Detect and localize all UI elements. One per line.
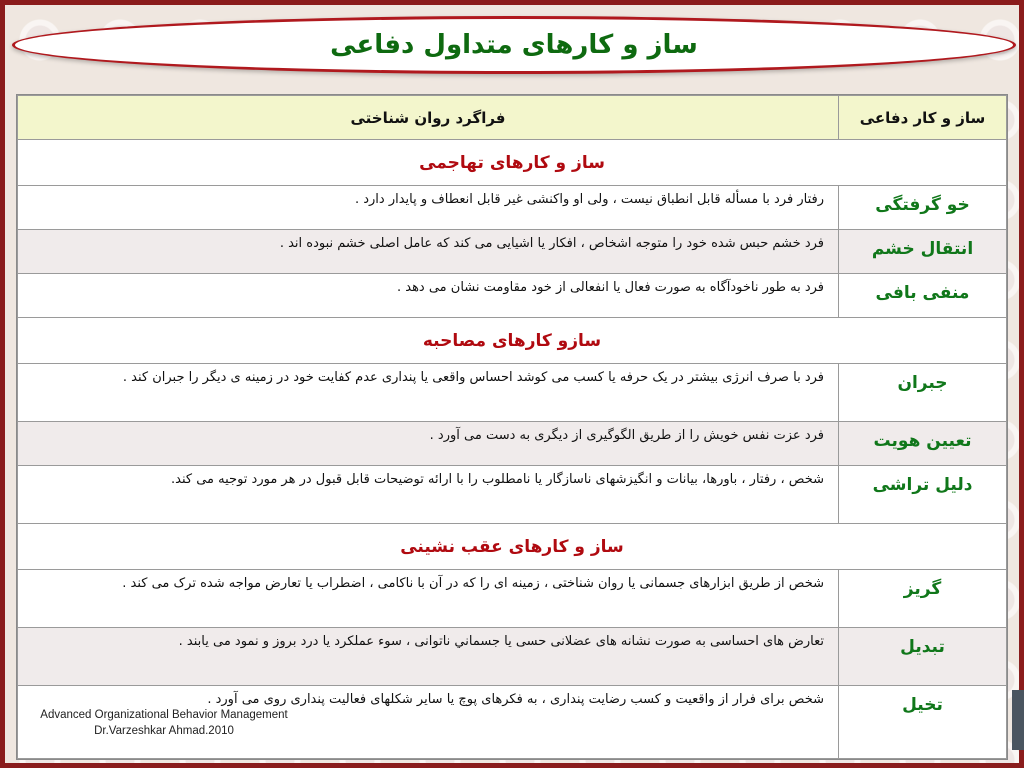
mechanism-name: دلیل تراشی (839, 466, 1007, 524)
mechanism-name: جبران (839, 364, 1007, 422)
section-row (18, 318, 1007, 364)
footer-author: Dr.Varzeshkar Ahmad.2010 (94, 724, 234, 737)
header-process: فراگرد روان شناختی (18, 96, 839, 140)
mechanism-name: تعیین هویت (839, 422, 1007, 466)
page-title: ساز و کارهای متداول دفاعی (330, 30, 698, 60)
title-banner (12, 16, 1016, 74)
section-row (18, 524, 1007, 570)
table-row (18, 364, 1007, 422)
mechanism-desc: تعارض های احساسی به صورت نشانه های عضلانی حسی یا جسماني ناتوانی ، سوء عملکرد یا درد بروز و نمود می یابند . (18, 628, 839, 686)
table-row (18, 466, 1007, 524)
table-row (18, 230, 1007, 274)
table-row (18, 186, 1007, 230)
mechanism-desc: فرد عزت نفس خویش را از طریق الگوگیری از دیگری به دست می آورد . (18, 422, 839, 466)
mechanism-desc: شخص از طریق ابزارهای جسمانی یا روان شناختی ، زمینه ای را که در آن با ناکامی ، اضطراب یا تعارض مواجه شده ترک می کند . (18, 570, 839, 628)
mechanism-desc: شخص برای فرار از واقعیت و کسب رضایت پنداری ، به فکرهای پوچ یا سایر شکلهای فعالیت پنداری روی می آورد . (18, 686, 839, 759)
mechanism-name: خو گرفتگی (839, 186, 1007, 230)
mechanisms-table (16, 94, 1008, 760)
section-label: ساز و کارهای تهاجمی (18, 140, 1007, 186)
mechanism-desc: فرد به طور ناخودآگاه به صورت فعال یا انفعالی از خود مقاومت نشان می دهد . (18, 274, 839, 318)
section-label: سازو کارهای مصاحبه (18, 318, 1007, 364)
section-row (18, 140, 1007, 186)
footer-credit (14, 708, 314, 739)
mechanism-name: تخیل (839, 686, 1007, 759)
footer-course: Advanced Organizational Behavior Management (40, 709, 288, 721)
mechanism-name: گریز (839, 570, 1007, 628)
mechanism-name: انتقال خشم (839, 230, 1007, 274)
mechanism-name: تبدیل (839, 628, 1007, 686)
mechanism-desc: فرد خشم حبس شده خود را متوجه اشخاص ، افکار یا اشیایی می کند که عامل اصلی خشم نبوده اند . (18, 230, 839, 274)
table-row (18, 422, 1007, 466)
mechanism-desc: فرد با صرف انرژی بیشتر در یک حرفه یا کسب می کوشد احساس واقعی یا پنداری عدم کفایت خود در زمینه ی دیگر را جبران کند . (18, 364, 839, 422)
table-header-row (18, 96, 1007, 140)
table-row (18, 570, 1007, 628)
table-row (18, 274, 1007, 318)
mechanism-name: منفی بافی (839, 274, 1007, 318)
mechanism-desc: رفتار فرد با مسأله قابل انطباق نیست ، ولی او واکنشی غیر قابل انعطاف و پایدار دارد . (18, 186, 839, 230)
university-logo (1012, 690, 1024, 750)
mechanism-desc: شخص ، رفتار ، باورها، بیانات و انگیزشهای ناسازگار یا نامطلوب را با ارائه توضیحات قابل قبول در هر مورد توجیه می کند. (18, 466, 839, 524)
table-row (18, 628, 1007, 686)
header-mechanism: ساز و کار دفاعی (839, 96, 1007, 140)
section-label: ساز و کارهای عقب نشینی (18, 524, 1007, 570)
